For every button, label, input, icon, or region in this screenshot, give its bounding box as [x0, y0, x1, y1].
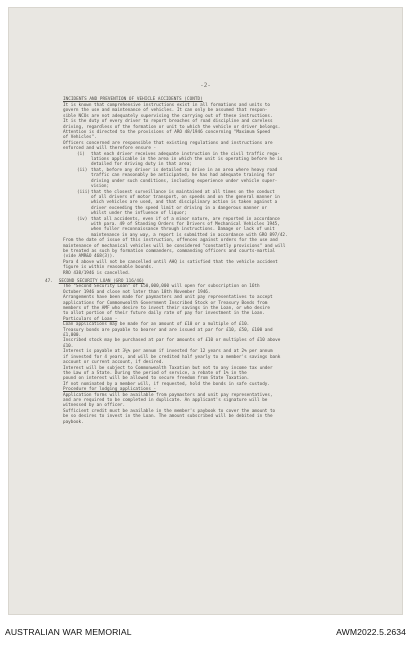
section-1-closing — [63, 238, 359, 276]
text-line: traffic can reasonably be anticipated, he has had adequate training for — [91, 173, 275, 179]
text-line: sible NCOs are not adequately supervising the carrying out of these instructions. — [63, 113, 273, 119]
text-line: October 1946 and close not later than 18th November 1946. — [63, 289, 211, 295]
text-line: the Law of a State. During the period of service, a rebate of 1% in the — [63, 370, 247, 376]
text-line: (vide AMR&O 468(3)). — [63, 254, 115, 260]
item-label: (iv) — [77, 216, 88, 222]
section-1-intro — [63, 103, 359, 152]
text-line: with para. 49 of Standing Orders for Drivers of Mechanical Vehicles 1945, — [91, 221, 280, 227]
text-line: maintenance in any way, a report is submitted in accordance with GRO 897/42. — [91, 232, 288, 238]
item-label: (ii) — [77, 167, 88, 173]
text-line: pound on interest will be allowed to secure freedom from State Taxation. — [63, 376, 250, 382]
text-line: driving, regardless of the formation or unit to which the vehicle or driver belongs. — [63, 124, 281, 130]
text-line: From the date of issue of this instruction, offences against orders for the use and — [63, 238, 278, 244]
text-line: govern the use and maintenance of vehicles. It can only be assumed that respon- — [63, 108, 268, 114]
text-line: detailed for driving duty in that area; — [91, 162, 192, 168]
text-line: whilst under the influence of liquor; — [91, 211, 187, 217]
text-line: vision; — [91, 184, 110, 190]
document-body — [45, 97, 359, 425]
text-line: witnessed by an officer. — [63, 403, 126, 409]
sub-heading-procedure: Procedure for lodging applications - — [63, 387, 157, 393]
text-line: RRO 438/1946 is cancelled. — [63, 270, 131, 276]
section-heading-vehicle-accidents: INCIDENTS AND PREVENTION OF VEHICLE ACCIDENTS (CONTD) — [63, 97, 203, 102]
text-line: that the closest surveillance is maintained at all times on the conduct — [91, 189, 275, 195]
text-line: paybook. — [63, 419, 84, 425]
text-line: of Vehicles". — [63, 135, 97, 141]
text-line: £10. — [63, 343, 74, 349]
list-item — [63, 168, 359, 190]
text-line: lations applicable in the area in which the unit is operating before he is — [91, 157, 283, 163]
section-2-intro — [63, 284, 359, 316]
text-line: enforced and will therefore ensure - — [63, 146, 157, 152]
text-line: It is the duty of every driver to report breaches of road discipline and careless — [63, 119, 273, 125]
text-line: The "Second Security Loan" of £50,000,000 will open for subscription on 16th — [63, 284, 260, 290]
text-line: Para 4 above will not be cancelled until AHQ is satisfied that the vehicle accident — [63, 259, 278, 265]
text-line: Sufficient credit must be available in the member's paybook to cover the amount to — [63, 408, 276, 414]
text-line: Officers concerned are responsible that existing regulations and instructions are — [63, 140, 273, 146]
document-page — [9, 8, 402, 614]
text-line: Loan applications may be made for an amount of £10 or a multiple of £10. — [63, 322, 250, 328]
text-line: Attention is directed to the provisions of ARO 48/1946 concerning "Maximum Speed — [63, 130, 270, 136]
text-line: applications for Commonwealth Government Inscribed Stock or Treasury Bonds from — [63, 300, 268, 306]
text-line: that all accidents, even if of a minor nature, are reported in accordance — [91, 216, 280, 222]
list-item — [63, 217, 359, 239]
text-line: figure is within reasonable bounds. — [63, 265, 154, 271]
item-label: (iii) — [77, 189, 90, 195]
text-line: to allot portion of their future daily rate of pay for investment in the Loan. — [63, 311, 265, 317]
text-line: be treated as such by formation commanders, commanding officers and courts-martial — [63, 248, 276, 254]
text-line: Interest will be subject to Commonwealth Taxation but not to any income tax under — [63, 365, 273, 371]
text-line: members of the AMF who desire to invest their savings in the Loan, or who desire — [63, 306, 270, 312]
archive-credit: AUSTRALIAN WAR MEMORIAL — [5, 627, 132, 637]
text-line: Arrangements have been made for paymasters and unit pay representatives to accept — [63, 295, 273, 301]
text-line: If not nominated by a member will, if requested, hold the bonds in safe custody. — [63, 381, 270, 387]
text-line: It is known that comprehensive instructions exist in all formations and units to — [63, 103, 270, 108]
text-line: driver exceeding the speed limit or driving in a dangerous manner or — [91, 205, 267, 211]
list-item — [63, 190, 359, 217]
item-label: (i) — [77, 151, 85, 157]
text-line: maintenance of mechanical vehicles will be considered "constantly provisions" and will — [63, 243, 286, 249]
list-item — [63, 152, 359, 168]
section-title: SECOND SECURITY LOAN (GRO 116/46) — [58, 279, 145, 284]
text-line: of all drivers of motor transport, on speeds and on the general manner in — [91, 194, 280, 200]
text-line: Application forms will be available from paymasters and unit pay representatives, — [63, 392, 273, 398]
text-line: and are required to be completed in duplicate. An applicant's signature will be — [63, 397, 268, 403]
text-line: be so desires to invest in the Loan. The amount subscribed will be debited in the — [63, 414, 273, 420]
sub-heading-particulars: Particulars of Loan - — [63, 316, 118, 322]
page-number: -2- — [200, 82, 211, 89]
section-2-procedure — [63, 393, 359, 425]
text-line: account or current account, if desired. — [63, 360, 164, 366]
text-line: driving under such conditions, including experience under vehicle super- — [91, 178, 278, 184]
text-line: Treasury bonds are payable to bearer and are issued at par for £10, £50, £100 and — [63, 327, 273, 333]
text-line: that, before any driver is detailed to drive in an area where heavy road — [91, 167, 278, 173]
text-line: when fuller reconnaissance through instructions. Damage or lack of unit — [91, 227, 275, 233]
text-line: Interest is payable at 3¼% per annum if invested for 12 years and at 2% per annum — [63, 349, 273, 355]
archive-reference: AWM2022.5.2634 — [336, 627, 406, 637]
text-line: that each driver receives adequate instruction in the civil traffic regu- — [91, 151, 280, 157]
text-line: which vehicles are used, and that disciplinary action is taken against a — [91, 200, 278, 206]
text-line: if invested for 4 years, and will be credited half yearly to a member's savings bank — [63, 354, 281, 360]
section-number: 47. — [45, 279, 53, 284]
text-line: Inscribed stock may be purchased at par for amounts of £10 or multiples of £10 above — [63, 338, 281, 344]
section-2-particulars — [63, 322, 359, 387]
text-line: £1,000. — [63, 333, 82, 339]
